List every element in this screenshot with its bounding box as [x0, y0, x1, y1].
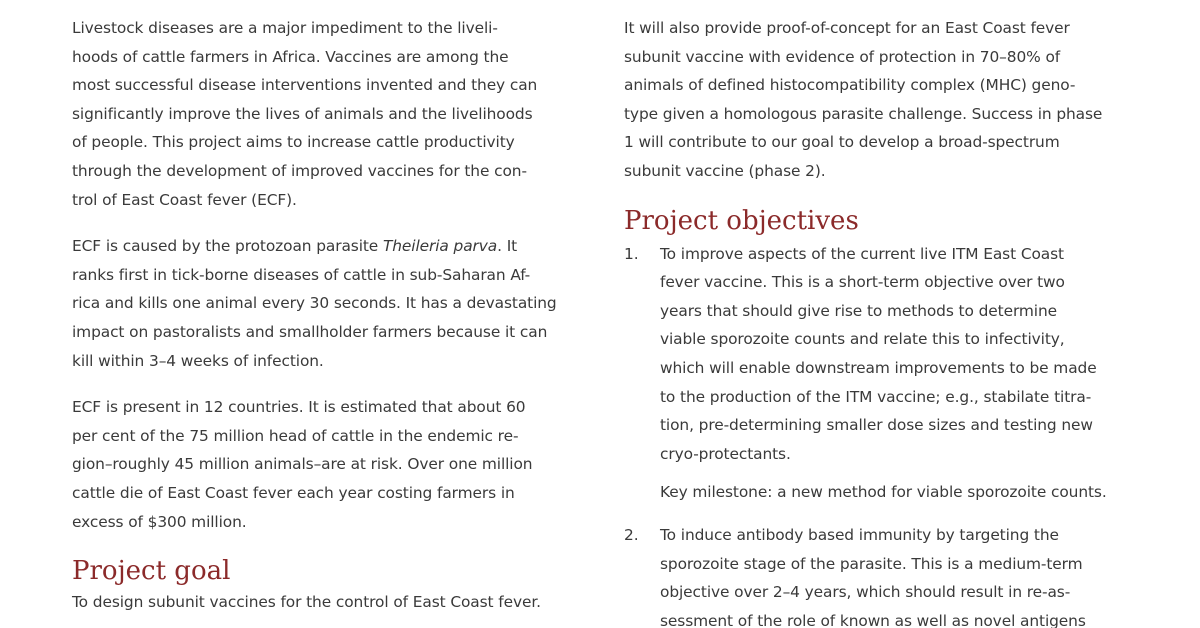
text-line: subunit vaccine with evidence of protection in 70–80% of [624, 47, 1061, 66]
text-line: trol of East Coast fever (ECF). [72, 190, 297, 209]
right-column [624, 14, 1132, 628]
text-line: sessment of the role of known as well as novel antigens [660, 611, 1086, 628]
text-line: To induce antibody based immunity by targeting the [660, 525, 1059, 544]
text-line: of people. This project aims to increase cattle productivity [72, 133, 515, 152]
text-line: Livestock diseases are a major impediment to the liveli- [72, 19, 498, 37]
text-line: To design subunit vaccines for the control of East Coast fever. [72, 593, 541, 612]
text-line: hoods of cattle farmers in Africa. Vaccines are among the [72, 47, 509, 66]
text-line: which will enable downstream improvements to be made [660, 358, 1097, 377]
text-line: rica and kills one animal every 30 seconds. It has a devastating [72, 294, 557, 313]
text-line: To improve aspects of the current live ITM East Coast [660, 244, 1064, 263]
text-fragment: . It [497, 237, 518, 256]
text-fragment: ECF is caused by the protozoan parasite [72, 237, 383, 256]
objective-text [660, 521, 1132, 628]
objective-item [624, 521, 1132, 628]
text-line: subunit vaccine (phase 2). [624, 161, 826, 180]
objective-number: 1. [624, 244, 639, 263]
objective-number: 2. [624, 525, 639, 544]
text-line: cryo-protectants. [660, 444, 791, 463]
text-line: excess of $300 million. [72, 512, 247, 531]
intro-paragraph [72, 14, 582, 214]
text-line: type given a homologous parasite challenge. Success in phase [624, 104, 1103, 123]
text-line: years that should give rise to methods to determine [660, 301, 1057, 320]
text-line: animals of defined histocompatibility complex (MHC) geno- [624, 76, 1076, 95]
key-milestone [660, 478, 1132, 507]
project-goal-paragraph [72, 588, 582, 617]
text-line: It will also provide proof-of-concept for an East Coast fever [624, 19, 1070, 37]
objectives-list [624, 240, 1132, 628]
ecf-presence-paragraph [72, 393, 582, 536]
proof-of-concept-paragraph [624, 14, 1132, 186]
text-line: impact on pastoralists and smallholder farmers because it can [72, 322, 548, 341]
text-line: ECF is present in 12 countries. It is estimated that about 60 [72, 398, 526, 417]
ecf-cause-paragraph [72, 232, 582, 375]
text-line: most successful disease interventions invented and they can [72, 76, 538, 95]
text-line [72, 232, 582, 261]
objective-item [624, 240, 1132, 507]
text-line: cattle die of East Coast fever each year costing farmers in [72, 483, 515, 502]
text-line: 1 will contribute to our goal to develop a broad-spectrum [624, 133, 1060, 152]
text-line: gion–roughly 45 million animals–are at risk. Over one million [72, 455, 533, 474]
text-line: Key milestone: a new method for viable sporozoite counts. [660, 483, 1107, 502]
text-line: tion, pre-determining smaller dose sizes and testing new [660, 416, 1093, 435]
text-line: per cent of the 75 million head of cattle in the endemic re- [72, 426, 519, 445]
text-line: objective over 2–4 years, which should result in re-as- [660, 583, 1071, 602]
project-goal-heading: Project goal [72, 556, 231, 587]
text-line: to the production of the ITM vaccine; e.g., stabilate titra- [660, 387, 1092, 406]
text-line: through the development of improved vaccines for the con- [72, 161, 527, 180]
project-objectives-heading: Project objectives [624, 205, 859, 236]
parasite-name: Theileria parva [382, 237, 498, 256]
text-line: significantly improve the lives of animals and the livelihoods [72, 104, 533, 123]
text-line: viable sporozoite counts and relate this to infectivity, [660, 330, 1065, 349]
text-line: ranks first in tick-borne diseases of cattle in sub-Saharan Af- [72, 265, 531, 284]
text-line: fever vaccine. This is a short-term objective over two [660, 273, 1065, 292]
objective-text [660, 240, 1132, 469]
left-column [72, 14, 582, 628]
text-line: sporozoite stage of the parasite. This is a medium-term [660, 554, 1083, 573]
text-line: kill within 3–4 weeks of infection. [72, 351, 324, 370]
